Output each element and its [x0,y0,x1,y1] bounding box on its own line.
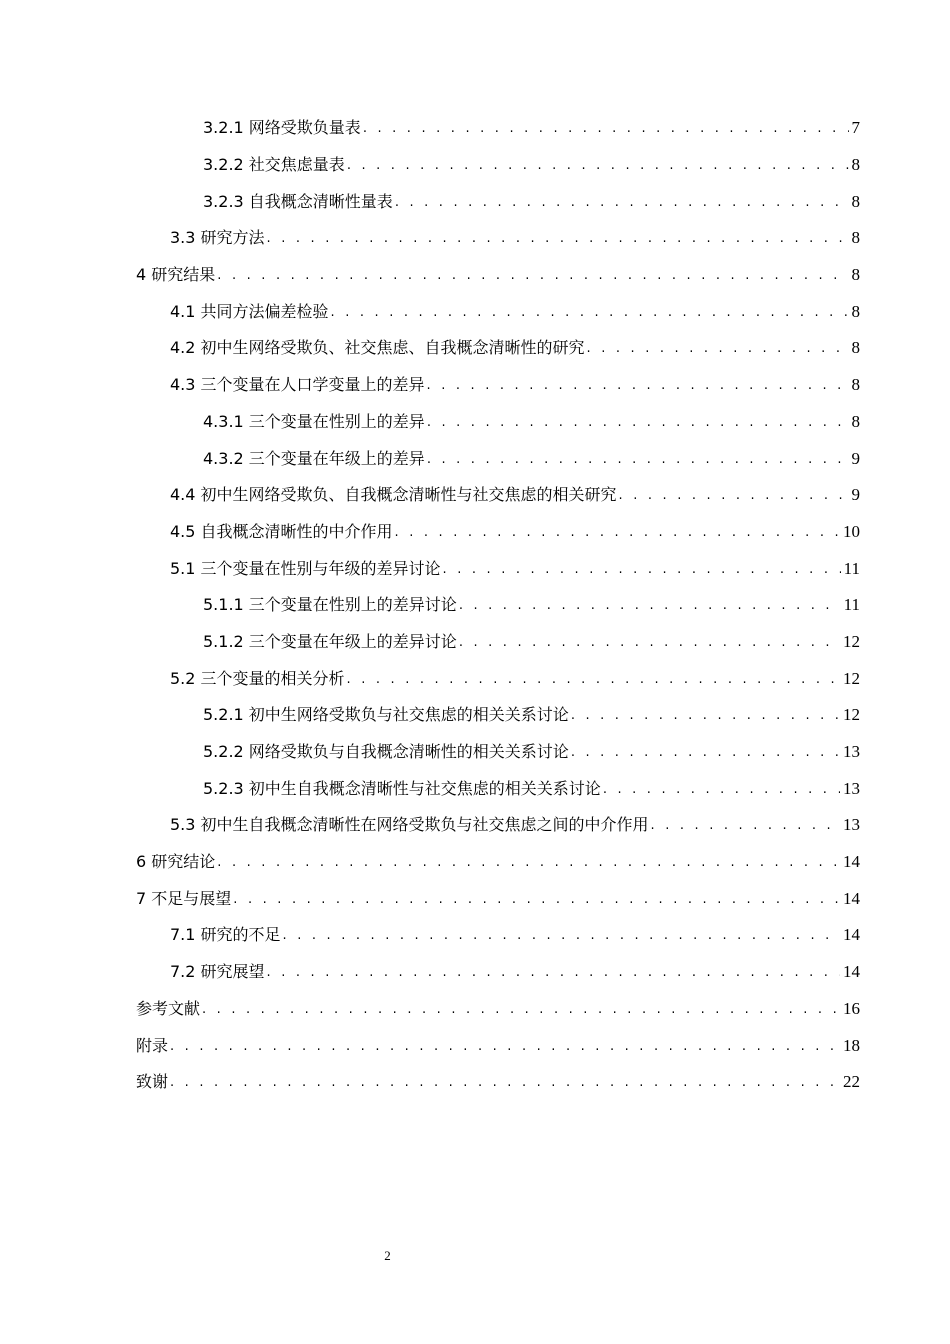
toc-entry[interactable] [0,330,950,367]
toc-entry-page: 9 [851,448,860,468]
toc-entry[interactable] [0,147,950,184]
toc-entry-title: 附录 [136,1035,169,1055]
toc-entry-title: 4.2 初中生网络受欺负、社交焦虑、自我概念清晰性的研究 [170,338,585,358]
toc-dot-leader [459,594,841,616]
toc-entry[interactable] [0,293,950,330]
toc-dot-leader [571,704,840,726]
toc-dot-leader [395,521,840,543]
toc-entry-title: 4.3.2 三个变量在年级上的差异 [203,448,425,468]
toc-entry-page: 16 [843,998,860,1018]
toc-entry[interactable] [0,110,950,147]
toc-entry[interactable] [0,991,950,1028]
toc-dot-leader [427,411,849,433]
toc-entry-page: 18 [843,1035,860,1055]
toc-dot-leader [651,814,840,836]
toc-dot-leader [395,191,849,213]
toc-entry[interactable] [0,844,950,881]
toc-entry[interactable] [0,514,950,551]
toc-entry-page: 14 [843,888,860,908]
toc-entry[interactable] [0,550,950,587]
toc-entry[interactable] [0,917,950,954]
toc-entry-title: 5.2 三个变量的相关分析 [170,668,345,688]
toc-entry-page: 14 [843,852,860,872]
toc-dot-leader [170,1035,840,1057]
toc-entry[interactable] [0,880,950,917]
toc-entry-page: 14 [843,925,860,945]
toc-entry-page: 14 [843,962,860,982]
toc-entry[interactable] [0,183,950,220]
toc-entry[interactable] [0,220,950,257]
toc-dot-leader [267,961,840,983]
toc-entry[interactable] [0,734,950,771]
toc-entry[interactable] [0,697,950,734]
toc-entry-title: 7.1 研究的不足 [170,925,281,945]
toc-entry-page: 11 [843,558,860,578]
toc-entry-title: 5.3 初中生自我概念清晰性在网络受欺负与社交焦虑之间的中介作用 [170,815,649,835]
toc-entry-page: 12 [843,705,860,725]
toc-entry-page: 8 [851,155,860,175]
toc-entry-title: 7.2 研究展望 [170,962,265,982]
toc-entry-title: 5.1.1 三个变量在性别上的差异讨论 [203,595,457,615]
toc-dot-leader [217,851,840,873]
table-of-contents [0,110,950,1101]
toc-dot-leader [587,337,849,359]
toc-dot-leader [331,301,849,323]
toc-entry-title: 5.2.1 初中生网络受欺负与社交焦虑的相关关系讨论 [203,705,569,725]
toc-entry-title: 4.3.1 三个变量在性别上的差异 [203,411,425,431]
toc-entry-title: 参考文献 [136,998,201,1018]
toc-dot-leader [427,374,849,396]
toc-dot-leader [283,924,840,946]
toc-dot-leader [603,778,840,800]
toc-dot-leader [347,668,840,690]
toc-entry-page: 8 [851,338,860,358]
toc-entry-title: 4 研究结果 [136,265,216,285]
toc-entry-page: 8 [851,375,860,395]
toc-dot-leader [363,117,849,139]
toc-entry-title: 3.3 研究方法 [170,228,265,248]
toc-entry-title: 4.5 自我概念清晰性的中介作用 [170,521,393,541]
toc-dot-leader [233,888,840,910]
toc-entry[interactable] [0,367,950,404]
toc-dot-leader [170,1071,840,1093]
toc-entry-page: 13 [843,778,860,798]
toc-entry-title: 4.3 三个变量在人口学变量上的差异 [170,375,425,395]
toc-entry-title: 7 不足与展望 [136,888,232,908]
toc-entry-title: 5.1.2 三个变量在年级上的差异讨论 [203,631,457,651]
toc-entry-page: 13 [843,815,860,835]
toc-entry-page: 22 [843,1072,860,1092]
toc-entry[interactable] [0,807,950,844]
toc-dot-leader [202,998,840,1020]
toc-entry-title: 4.4 初中生网络受欺负、自我概念清晰性与社交焦虑的相关研究 [170,485,617,505]
toc-entry[interactable] [0,1027,950,1064]
toc-entry-page: 11 [843,595,860,615]
toc-entry-title: 3.2.2 社交焦虑量表 [203,155,345,175]
toc-entry[interactable] [0,770,950,807]
toc-entry-title: 3.2.3 自我概念清晰性量表 [203,191,393,211]
toc-entry-title: 6 研究结论 [136,852,216,872]
toc-dot-leader [571,741,840,763]
toc-dot-leader [443,558,841,580]
toc-entry-title: 3.2.1 网络受欺负量表 [203,118,361,138]
toc-entry-page: 8 [851,191,860,211]
toc-dot-leader [619,484,849,506]
toc-entry-page: 9 [851,485,860,505]
toc-entry-page: 12 [843,631,860,651]
toc-entry-page: 10 [843,521,860,541]
toc-entry-page: 8 [851,265,860,285]
toc-dot-leader [427,448,849,470]
toc-entry[interactable] [0,587,950,624]
toc-entry[interactable] [0,660,950,697]
toc-entry[interactable] [0,1064,950,1101]
toc-entry-title: 4.1 共同方法偏差检验 [170,301,329,321]
toc-entry[interactable] [0,954,950,991]
page-number: 2 [384,1248,391,1263]
toc-dot-leader [217,264,848,286]
toc-dot-leader [267,227,849,249]
toc-entry-page: 8 [851,301,860,321]
toc-dot-leader [459,631,840,653]
toc-entry-page: 12 [843,668,860,688]
toc-entry-title: 5.2.2 网络受欺负与自我概念清晰性的相关关系讨论 [203,742,569,762]
toc-dot-leader [347,154,849,176]
toc-entry-title: 5.1 三个变量在性别与年级的差异讨论 [170,558,441,578]
toc-entry-title: 5.2.3 初中生自我概念清晰性与社交焦虑的相关关系讨论 [203,778,601,798]
toc-entry[interactable] [0,257,950,294]
toc-entry[interactable] [0,440,950,477]
toc-entry[interactable] [0,477,950,514]
toc-entry-title: 致谢 [136,1072,169,1092]
toc-entry-page: 8 [851,411,860,431]
toc-entry[interactable] [0,404,950,441]
toc-entry-page: 8 [851,228,860,248]
toc-entry[interactable] [0,624,950,661]
toc-entry-page: 13 [843,742,860,762]
toc-entry-page: 7 [851,118,860,138]
